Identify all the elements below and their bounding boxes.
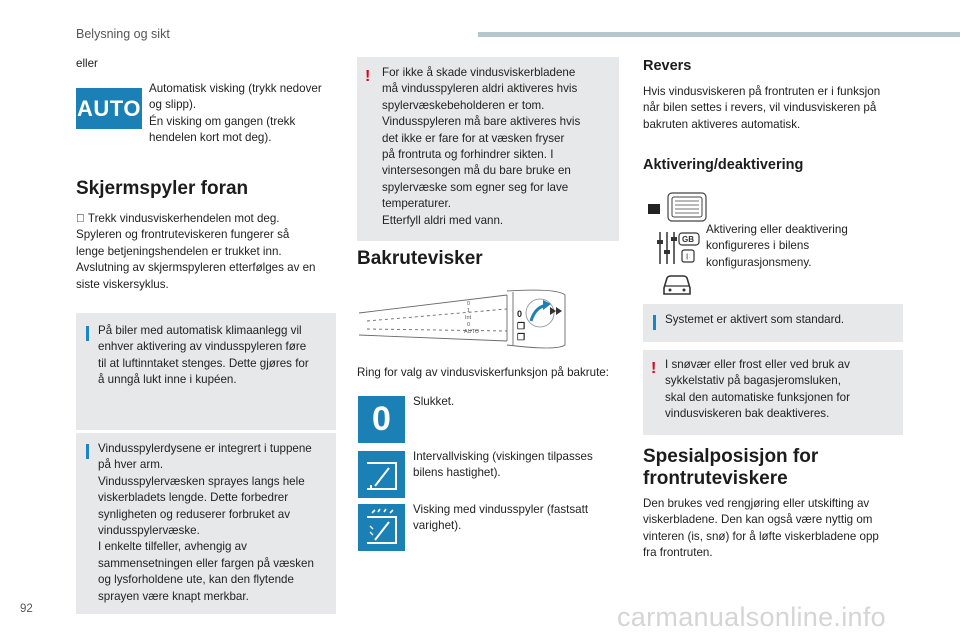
- section-title: Belysning og sikt: [76, 27, 170, 41]
- info-box-standard: [643, 304, 903, 342]
- i-badge: I: [686, 252, 689, 262]
- rear-wiper-heading: Bakrutevisker: [357, 248, 483, 269]
- stalk-mark: 0: [467, 301, 471, 307]
- stalk-mark: AUTO: [464, 329, 480, 335]
- off-label: Slukket.: [413, 395, 455, 408]
- info-text: Systemet er aktivert som standard.: [665, 313, 845, 326]
- stalk-mark: Int: [465, 315, 472, 321]
- wipe-with-washer-icon: [358, 504, 405, 551]
- header-bar: [478, 32, 960, 37]
- washer-label: Visking med vindusspyler (fastsatt varighet).: [413, 503, 589, 533]
- auto-icon: AUTO: [76, 88, 142, 129]
- warning-box-washer: [357, 57, 619, 241]
- info-icon: [653, 315, 656, 330]
- warning-icon: !: [365, 68, 371, 85]
- reverse-body: Hvis vindusviskeren på frontruten er i funksjon når bilen settes i revers, vil vindusviskeren på bakruten aktiveres automatisk.: [643, 85, 881, 131]
- auto-description: Automatisk visking (trykk nedover og slipp). Én visking om gangen (trekk hendelen kort mot deg).: [149, 82, 322, 145]
- info-text: Vindusspylerdysene er integrert i tuppene på hver arm. Vindusspylervæsken sprayes langs hele viskerbladets lengde. Dette forbedrer synligheten og reduserer forbruket av vindusspylervæske. I enkelte tilfeller, avhengig av sammensetningen eller fargen på væsken og lysforholdene ute, kan den flytende sprayen være knapt merkbar.: [98, 442, 314, 603]
- activation-body: Aktivering eller deaktivering konfigureres i bilens konfigurasjonsmeny.: [706, 223, 848, 269]
- stalk-mark: 1: [467, 308, 471, 314]
- ring-caption: Ring for valg av vindusviskerfunksjon på bakrute:: [357, 366, 609, 379]
- wiper-stalk-illustration: [357, 283, 577, 358]
- stalk-mark: 0: [467, 322, 471, 328]
- gb-badge: GB: [682, 235, 694, 244]
- info-text: På biler med automatisk klimaanlegg vil enhver aktivering av vindusspyleren føre til at luftinntaket stenges. Dette gjøres for å unngå lukt inne i kupéen.: [98, 324, 309, 387]
- page-number: 92: [20, 603, 33, 615]
- special-position-body: Den brukes ved rengjøring eller utskifting av viskerbladene. Den kan også være nyttig om vinteren (is, snø) for å løfte viskerbladene opp fra frontruten.: [643, 497, 879, 560]
- rear-window-config-icon: [647, 190, 709, 224]
- info-icon: [86, 326, 89, 341]
- info-box-climate: [76, 313, 336, 430]
- watermark: carmanualsonline.info: [617, 602, 886, 632]
- front-washer-body: Trekk vindusviskerhendelen mot deg. Spyleren og frontruteviskeren fungerer så lenge betjeningshendelen er trukket inn. Avslutning av skjermspyleren etterfølges av en siste viskersyklus.: [76, 212, 316, 291]
- warning-text: For ikke å skade vindusviskerbladene må vindusspyleren aldri aktiveres hvis spylervæskebeholderen er tom. Vindusspyleren må bare aktiveres hvis det ikke er fare for at væsken fryser på frontruta og forhindrer sikten. I vintersesongen må du bare bruke en spylervæske som egner seg for lave temperaturer. Etterfyll aldri med vann.: [382, 66, 581, 227]
- wiper-off-icon: 0: [358, 396, 405, 443]
- reverse-heading: Revers: [643, 58, 692, 74]
- intermittent-label: Intervallvisking (viskingen tilpasses bilens hastighet).: [413, 450, 593, 480]
- intermittent-wipe-icon: [358, 451, 405, 498]
- ring-mark: ❒: [517, 321, 526, 331]
- ring-mark: 0: [517, 309, 523, 319]
- info-box-nozzles: [76, 433, 336, 614]
- rewind-icon: [550, 307, 562, 315]
- front-washer-heading: Skjermspyler foran: [76, 178, 249, 199]
- special-position-heading: Spesialposisjon for frontruteviskere: [643, 446, 819, 489]
- warning-icon: !: [651, 360, 657, 377]
- eller-text: eller: [76, 57, 98, 70]
- ring-mark: ❒: [517, 332, 526, 342]
- vehicle-menu-icon: [660, 272, 694, 298]
- activation-heading: Aktivering/deaktivering: [643, 157, 804, 173]
- settings-menu-icon: [656, 230, 702, 268]
- warning-box-snow: [643, 350, 903, 435]
- info-icon: [86, 444, 89, 459]
- warning-text: I snøvær eller frost eller ved bruk av sykkelstativ på bagasjeromsluken, skal den automatiske funksjonen for vindusviskeren bak deaktiveres.: [665, 358, 850, 421]
